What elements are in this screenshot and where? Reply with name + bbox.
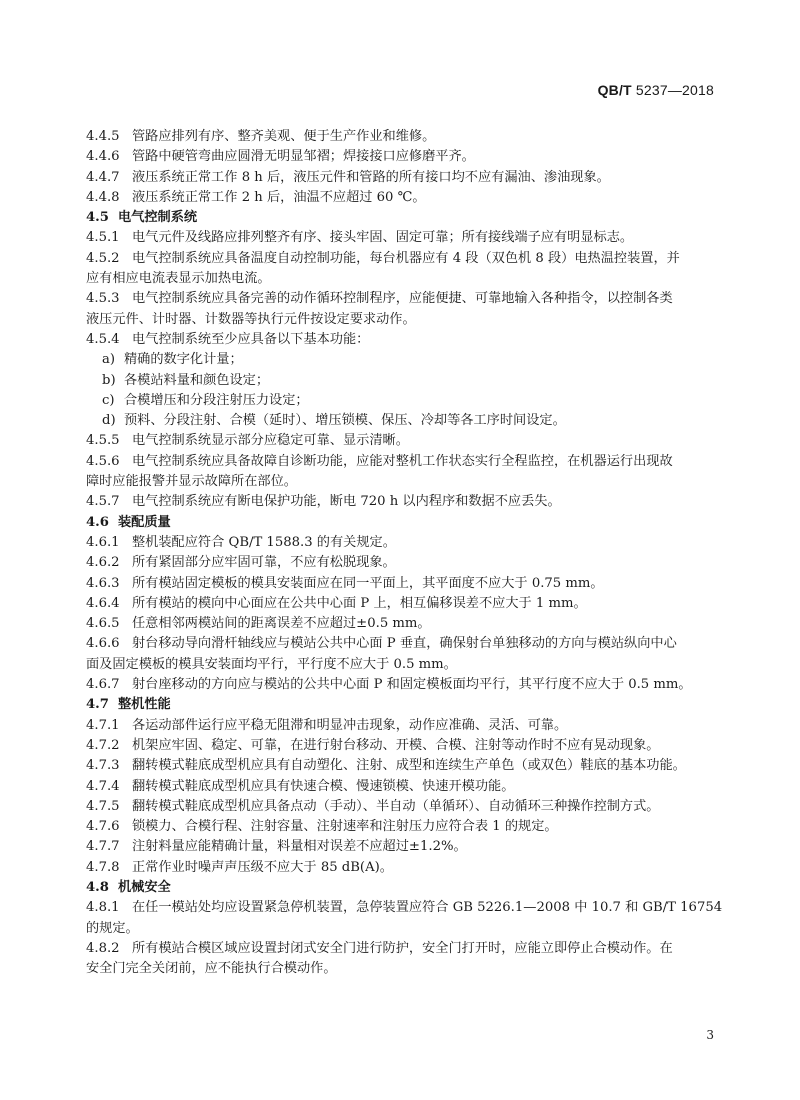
list-item [86, 411, 722, 431]
clause-number: 4.5.3 [86, 291, 120, 307]
clause-number: 4.6.4 [86, 595, 120, 611]
line-text: 射台座移动的方向应与模站的公共中心面 P 和固定模板面均平行，其平行度不应大于 0.5 mm。 [132, 677, 692, 693]
clause-number: 4.7.4 [86, 778, 120, 794]
section-heading [86, 878, 722, 898]
line-text: 电气控制系统应有断电保护功能，断电 720 h 以内程序和数据不应丢失。 [132, 494, 561, 510]
clause-line [86, 492, 722, 512]
clause-line [86, 228, 722, 248]
line-text: 应有相应电流表显示加热电流。 [86, 271, 271, 287]
line-text: 整机性能 [118, 697, 171, 713]
line-text: 合模增压和分段注射压力设定； [124, 392, 309, 408]
line-text: 机械安全 [118, 879, 171, 895]
clause-number: 4.4.5 [86, 129, 120, 144]
line-text: 装配质量 [118, 514, 171, 530]
line-text: 液压系统正常工作 8 h 后，液压元件和管路的所有接口均不应有漏油、渗油现象。 [132, 169, 610, 185]
clause-line [86, 837, 722, 857]
clause-line [86, 736, 722, 756]
line-text: 所有模站固定模板的模具安装面应在同一平面上，其平面度不应大于 0.75 mm。 [132, 575, 604, 591]
item-marker: d) [102, 413, 116, 429]
clause-line [86, 817, 722, 837]
clause-line [86, 431, 722, 451]
line-text: 管路中硬管弯曲应圆滑无明显邹褶；焊接接口应修磨平齐。 [132, 149, 475, 165]
clause-line [86, 127, 722, 147]
clause-number: 4.7.5 [86, 798, 120, 814]
clause-line [86, 330, 722, 350]
clause-number: 4.5.4 [86, 331, 120, 347]
clause-number: 4.7.8 [86, 859, 120, 875]
clause-line [86, 147, 722, 167]
clause-line [86, 777, 722, 797]
clause-number: 4.5.5 [86, 433, 120, 449]
line-text: 翻转模式鞋底成型机应具有自动塑化、注射、成型和连续生产单色（或双色）鞋底的基本功能。 [132, 758, 686, 774]
clause-line [86, 716, 722, 736]
clause-number: 4.6.2 [86, 555, 120, 571]
line-text: 障时应能报警并显示故障所在部位。 [86, 474, 297, 490]
line-text: 锁模力、合模行程、注射容量、注射速率和注射压力应符合表 1 的规定。 [132, 819, 558, 835]
clause-line [86, 594, 722, 614]
clause-line [86, 249, 722, 269]
line-text: 电气控制系统至少应具备以下基本功能： [132, 331, 370, 347]
standard-number: 5237—2018 [635, 82, 714, 98]
clause-continuation [86, 655, 722, 675]
list-item [86, 391, 722, 411]
line-text: 翻转模式鞋底成型机应具有快速合模、慢速锁模、快速开模功能。 [132, 778, 515, 794]
line-text: 各模站料量和颜色设定； [124, 372, 270, 388]
line-text: 电气控制系统显示部分应稳定可靠、显示清晰。 [132, 433, 409, 449]
line-text: 液压元件、计时器、计数器等执行元件按设定要求动作。 [86, 311, 416, 327]
clause-line [86, 898, 722, 918]
list-item [86, 350, 722, 370]
clause-number: 4.4.8 [86, 189, 120, 205]
clause-continuation [86, 919, 722, 939]
clause-line [86, 756, 722, 776]
section-heading [86, 513, 722, 533]
clause-line [86, 797, 722, 817]
list-item [86, 371, 722, 391]
line-text: 液压系统正常工作 2 h 后，油温不应超过 60 ℃。 [132, 189, 426, 205]
clause-line [86, 289, 722, 309]
clause-line [86, 533, 722, 553]
clause-number: 4.5 [86, 210, 109, 226]
clause-continuation [86, 959, 722, 979]
line-text: 管路应排列有序、整齐美观、便于生产作业和维修。 [132, 129, 436, 144]
item-marker: a) [102, 352, 116, 368]
line-text: 预料、分段注射、合模（延时）、增压锁模、保压、冷却等各工序时间设定。 [124, 413, 566, 429]
line-text: 的规定。 [86, 920, 139, 936]
clause-number: 4.4.6 [86, 149, 120, 165]
clause-line [86, 614, 722, 634]
clause-line [86, 634, 722, 654]
line-text: 任意相邻两模站间的距离误差不应超过±0.5 mm。 [132, 616, 431, 632]
line-text: 各运动部件运行应平稳无阻滞和明显冲击现象，动作应准确、灵活、可靠。 [132, 717, 568, 733]
clause-continuation [86, 269, 722, 289]
clause-continuation [86, 310, 722, 330]
clause-number: 4.7.2 [86, 737, 120, 753]
clause-number: 4.6 [86, 514, 109, 530]
clause-line [86, 452, 722, 472]
clause-number: 4.7.6 [86, 819, 120, 835]
clause-number: 4.8.2 [86, 940, 120, 956]
line-text: 精确的数字化计量； [124, 352, 243, 368]
clause-number: 4.5.7 [86, 494, 120, 510]
line-text: 机架应牢固、稳定、可靠，在进行射台移动、开模、合模、注射等动作时不应有晃动现象。 [132, 737, 660, 753]
clause-number: 4.7.7 [86, 839, 120, 855]
line-text: 所有紧固部分应牢固可靠，不应有松脱现象。 [132, 555, 396, 571]
clause-line [86, 553, 722, 573]
clause-number: 4.6.1 [86, 534, 120, 550]
clause-line [86, 168, 722, 188]
line-text: 注射料量应能精确计量，料量相对误差不应超过±1.2%。 [132, 839, 467, 855]
standard-prefix: QB/T [597, 82, 632, 98]
item-marker: c) [102, 392, 115, 408]
line-text: 在任一模站处均应设置紧急停机装置，急停装置应符合 GB 5226.1—2008 中 10.7 和 GB/T 16754 [132, 900, 722, 916]
clause-line [86, 939, 722, 959]
clause-number: 4.7.1 [86, 717, 120, 733]
line-text: 电气控制系统应具备故障自诊断功能，应能对整机工作状态实行全程监控，在机器运行出现故 [132, 453, 673, 469]
line-text: 所有模站合模区域应设置封闭式安全门进行防护，安全门打开时，应能立即停止合模动作。在 [132, 940, 673, 956]
clause-line [86, 858, 722, 878]
line-text: 电气控制系统 [118, 210, 198, 226]
line-text: 电气控制系统应具备完善的动作循环控制程序，应能便捷、可靠地输入各种指令，以控制各类 [132, 291, 673, 307]
standard-code [598, 82, 714, 98]
section-heading [86, 695, 722, 715]
line-text: 整机装配应符合 QB/T 1588.3 的有关规定。 [132, 534, 396, 550]
clause-number: 4.6.3 [86, 575, 120, 591]
item-marker: b) [102, 372, 116, 388]
line-text: 翻转模式鞋底成型机应具备点动（手动）、半自动（单循环）、自动循环三种操作控制方式。 [132, 798, 660, 814]
page-number: 3 [706, 1028, 714, 1042]
clause-line [86, 188, 722, 208]
clause-number: 4.5.6 [86, 453, 120, 469]
clause-line [86, 675, 722, 695]
clause-number: 4.6.7 [86, 677, 120, 693]
document-body [86, 127, 722, 979]
line-text: 安全门完全关闭前，应不能执行合模动作。 [86, 961, 337, 977]
clause-number: 4.5.2 [86, 250, 120, 266]
clause-number: 4.7 [86, 697, 109, 713]
clause-number: 4.4.7 [86, 169, 120, 185]
clause-number: 4.5.1 [86, 230, 120, 246]
line-text: 面及固定模板的模具安装面均平行，平行度不应大于 0.5 mm。 [86, 656, 457, 672]
clause-number: 4.6.5 [86, 616, 120, 632]
clause-number: 4.7.3 [86, 758, 120, 774]
line-text: 所有模站的模向中心面应在公共中心面 P 上，相互偏移误差不应大于 1 mm。 [132, 595, 587, 611]
line-text: 电气控制系统应具备温度自动控制功能，每台机器应有 4 段（双色机 8 段）电热温控装置，并 [132, 250, 680, 266]
line-text: 电气元件及线路应排列整齐有序、接头牢固、固定可靠；所有接线端子应有明显标志。 [132, 230, 634, 246]
clause-number: 4.6.6 [86, 636, 120, 652]
line-text: 正常作业时噪声声压级不应大于 85 dB(A)。 [132, 859, 393, 875]
clause-line [86, 574, 722, 594]
clause-number: 4.8 [86, 879, 109, 895]
clause-number: 4.8.1 [86, 900, 120, 916]
clause-continuation [86, 472, 722, 492]
line-text: 射台移动导向滑杆轴线应与模站公共中心面 P 垂直，确保射台单独移动的方向与模站纵向中心 [132, 636, 677, 652]
section-heading [86, 208, 722, 228]
